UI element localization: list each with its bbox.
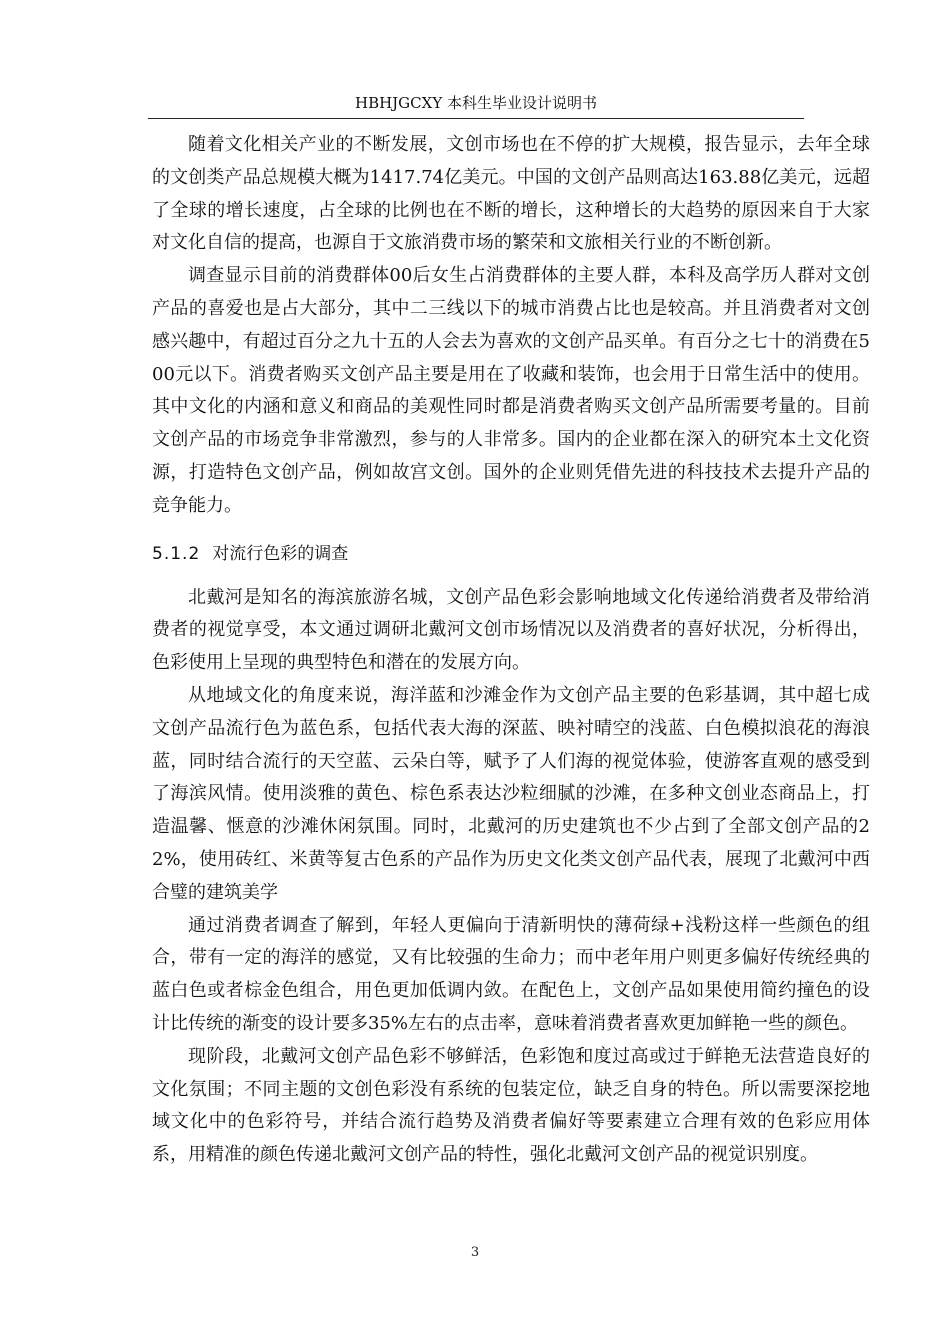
paragraph-regional-colors: 从地域文化的角度来说，海洋蓝和沙滩金作为文创产品主要的色彩基调，其中超七成文创产品流行色为蓝色系，包括代表大海的深蓝、映衬晴空的浅蓝、白色模拟浪花的海浪蓝，同时结合流行的天空蓝、云朵白等，赋予了人们海的视觉体验，使游客直观的感受到了海滨风情。使用淡雅的黄色、棕色系表达沙粒细腻的沙滩，在多种文创业态商品上，打造温馨、惬意的沙滩休闲氛围。同时，北戴河的历史建筑也不少占到了全部文创产品的22%，使用砖红、米黄等复古色系的产品作为历史文化类文创产品代表，展现了北戴河中西合璧的建筑美学 (152, 684, 870, 903)
section-title: 对流行色彩的调查 (212, 543, 349, 564)
paragraph-beidaihe-intro: 北戴河是知名的海滨旅游名城，文创产品色彩会影响地域文化传递给消费者及带给消费者的视觉享受，本文通过调研北戴河文创市场情况以及消费者的喜好状况，分析得出，色彩使用上呈现的典型特色和潜在的发展方向。 (152, 586, 870, 674)
paragraph-current-issues: 现阶段，北戴河文创产品色彩不够鲜活，色彩饱和度过高或过于鲜艳无法营造良好的文化氛围；不同主题的文创色彩没有系统的包装定位，缺乏自身的特色。所以需要深挖地域文化中的色彩符号，并结合流行趋势及消费者偏好等要素建立合理有效的色彩应用体系，用精准的颜色传递北戴河文创产品的特性，强化北戴河文创产品的视觉识别度。 (152, 1045, 870, 1166)
paragraph-consumer-survey: 调查显示目前的消费群体00后女生占消费群体的主要人群，本科及高学历人群对文创产品的喜爱也是占大部分，其中二三线以下的城市消费占比也是较高。并且消费者对文创感兴趣中，有超过百分之九十五的人会去为喜欢的文创产品买单。有百分之七十的消费在500元以下。消费者购买文创产品主要是用在了收藏和装饰，也会用于日常生活中的使用。其中文化的内涵和意义和商品的美观性同时都是消费者购买文创产品所需要考量的。目前文创产品的市场竞争非常激烈，参与的人非常多。国内的企业都在深入的研究本土文化资源，打造特色文创产品，例如故宫文创。国外的企业则凭借先进的科技技术去提升产品的竞争能力。 (152, 265, 870, 516)
paragraph-market-growth: 随着文化相关产业的不断发展，文创市场也在不停的扩大规模，报告显示，去年全球的文创类产品总规模大概为1417.74亿美元。中国的文创产品则高达163.88亿美元，远超了全球的增长速度，占全球的比例也在不断的增长，这种增长的大趋势的原因来自于大家对文化自信的提高，也源自于文旅消费市场的繁荣和文旅相关行业的不断创新。 (152, 134, 870, 254)
section-heading (152, 523, 870, 582)
body-text (152, 129, 870, 1172)
page-number: 3 (470, 1245, 480, 1260)
running-header: HBHJGCXY 本科生毕业设计说明书 (354, 94, 597, 112)
header-divider (148, 118, 804, 119)
section-number: 5.1.2 (152, 543, 201, 564)
paragraph-consumer-preferences: 通过消费者调查了解到，年轻人更偏向于清新明快的薄荷绿+浅粉这样一些颜色的组合，带有一定的海洋的感觉，又有比较强的生命力；而中老年用户则更多偏好传统经典的蓝白色或者棕金色组合，用色更加低调内敛。在配色上，文创产品如果使用简约撞色的设计比传统的渐变的设计要多35%左右的点击率，意味着消费者喜欢更加鲜艳一些的颜色。 (152, 914, 870, 1034)
